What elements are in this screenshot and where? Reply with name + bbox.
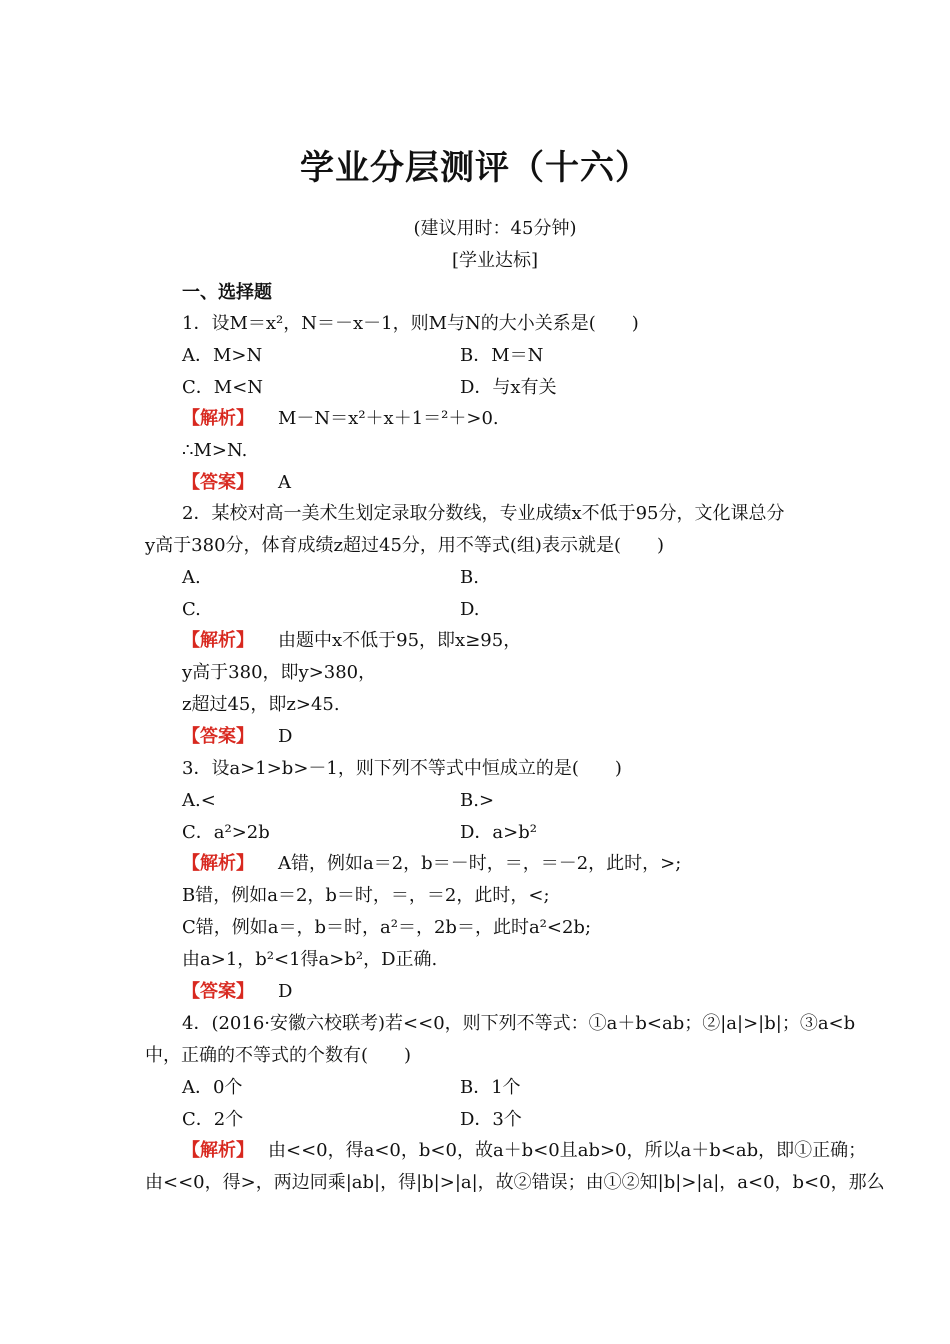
q1-option-c: C．M<N <box>182 377 264 398</box>
section-tag: [学业达标] <box>451 250 539 271</box>
q2-answer-tag: 【答案】 <box>182 726 254 747</box>
q3-option-b: B.> <box>460 790 495 811</box>
q3-option-d: D．a>b² <box>460 822 537 843</box>
q1-analysis-line: M－N＝x²＋x＋1＝²＋>0. <box>278 408 499 429</box>
q1-answer-tag: 【答案】 <box>182 472 254 493</box>
q1-option-a: A．M>N <box>182 345 263 366</box>
q2-answer: D <box>278 726 293 747</box>
q2-stem: 2．某校对高一美术生划定录取分数线，专业成绩x不低于95分，文化课总分 <box>182 503 785 524</box>
q2-option-d: D. <box>460 599 480 620</box>
q3-stem: 3．设a>1>b>－1，则下列不等式中恒成立的是( ) <box>182 758 622 779</box>
q3-analysis-line: A错，例如a＝2，b＝－时，＝，＝－2，此时，>; <box>278 853 682 874</box>
q4-analysis-tag: 【解析】 <box>182 1140 254 1161</box>
time-hint: (建议用时：45分钟) <box>413 218 577 239</box>
q3-answer: D <box>278 981 293 1002</box>
q3-answer-tag: 【答案】 <box>182 981 254 1002</box>
q1-option-d: D．与x有关 <box>460 377 557 398</box>
q1-option-b: B．M＝N <box>460 345 544 366</box>
q3-analysis-line: B错，例如a＝2，b＝时，＝，＝2，此时，<; <box>182 885 550 906</box>
q2-option-b: B. <box>460 567 479 588</box>
q3-option-a: A.< <box>182 790 216 811</box>
q1-stem: 1．设M＝x²，N＝－x－1，则M与N的大小关系是( ) <box>182 313 639 334</box>
q2-analysis-line: y高于380，即y>380， <box>182 662 377 683</box>
q4-stem: 4．(2016·安徽六校联考)若<<0，则下列不等式：①a＋b<ab；②|a|>|b|；③a<b <box>182 1013 856 1034</box>
q2-option-a: A. <box>182 567 201 588</box>
q2-analysis-tag: 【解析】 <box>182 630 254 651</box>
q4-analysis-line: 由<<0，得a<0，b<0，故a＋b<0且ab>0，所以a＋b<ab，即①正确； <box>268 1140 867 1161</box>
q1-analysis-tag: 【解析】 <box>182 408 254 429</box>
q4-stem: 中，正确的不等式的个数有( ) <box>145 1045 412 1066</box>
q2-option-c: C. <box>182 599 201 620</box>
q4-option-d: D．3个 <box>460 1109 522 1130</box>
part-heading: 一、选择题 <box>182 282 272 303</box>
q4-option-c: C．2个 <box>182 1109 244 1130</box>
q3-analysis-line: 由a>1，b²<1得a>b²，D正确. <box>182 949 438 970</box>
q4-option-b: B．1个 <box>460 1077 521 1098</box>
q3-option-c: C．a²>2b <box>182 822 270 843</box>
page-title: 学业分层测评（十六） <box>300 148 650 188</box>
q4-option-a: A．0个 <box>182 1077 243 1098</box>
q3-analysis-tag: 【解析】 <box>182 853 254 874</box>
q3-analysis-line: C错，例如a＝，b＝时，a²＝，2b＝，此时a²<2b; <box>182 917 592 938</box>
q2-stem: y高于380分，体育成绩z超过45分，用不等式(组)表示就是( ) <box>145 535 665 556</box>
q1-analysis-line: ∴M>N. <box>182 440 248 461</box>
q2-analysis-line: z超过45，即z>45. <box>182 694 340 715</box>
q2-analysis-line: 由题中x不低于95，即x≥95， <box>278 630 522 651</box>
q4-analysis-line: 由<<0，得>，两边同乘|ab|，得|b|>|a|，故②错误；由①②知|b|>|a|，a<0，b<0，那么 <box>145 1172 885 1193</box>
q1-answer: A <box>278 472 291 493</box>
